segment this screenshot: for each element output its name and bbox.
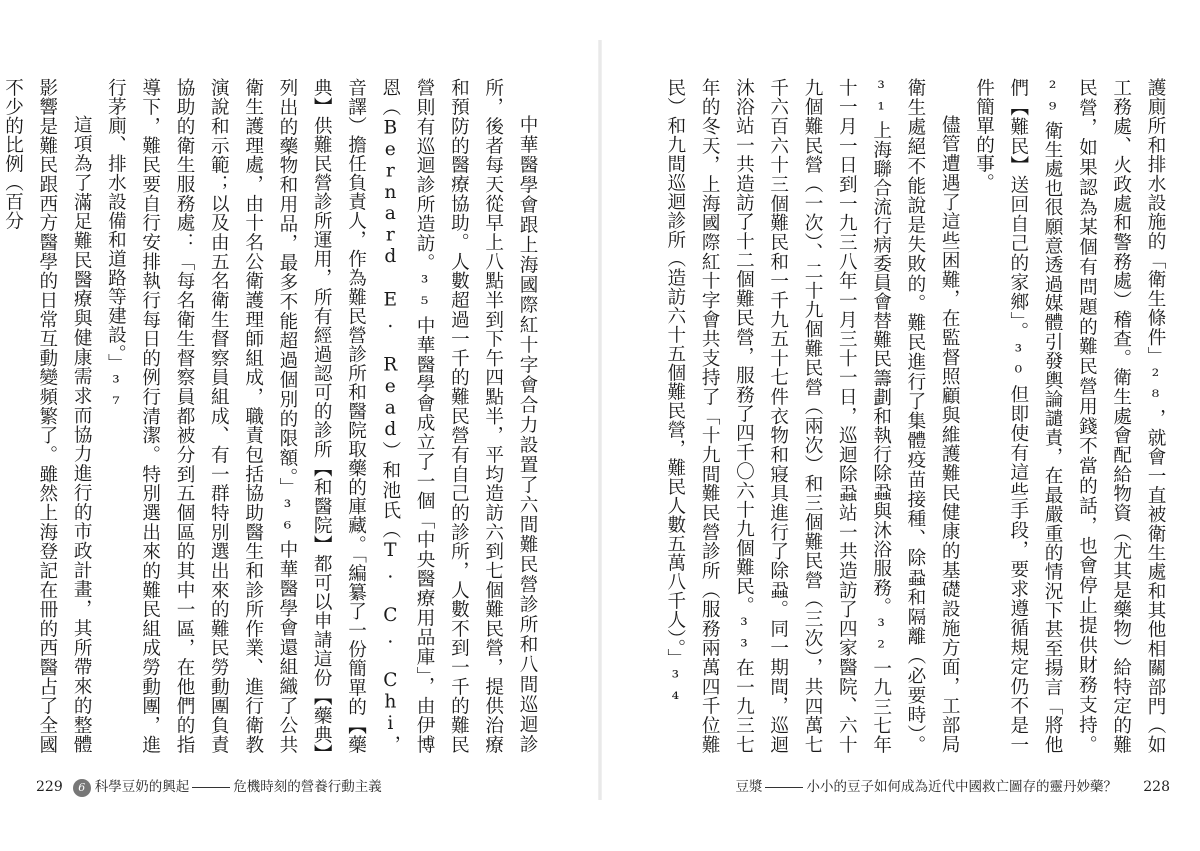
- running-title: 豆漿: [735, 779, 763, 795]
- running-title: 科學豆奶的興起: [94, 779, 190, 795]
- right-page-footer: [735, 775, 1170, 795]
- body-paragraph: 中華醫學會跟上海國際紅十字會合力設置了六間難民營診所和八間巡迴診所，後者每天從早上八點半到下午四點半，平均造訪六到七個難民營，提供治療和預防的醫療協助。人數超過一千的難民營有自己的診所，人數不到一千的難民營則有巡迴診所造訪。³⁵中華醫學會成立了一個「中央醫療用品庫」，由伊博恩（Bernard E. Read）和池氏（T. C. Chi，音譯）擔任負責人，作為難民營診所和醫院取藥的庫藏。「編纂了一份簡單的【藥典】供難民營診所運用，所有經過認可的診所【和醫院】都可以申請這份【藥典】列出的藥物和用品，最多不能超過個別的限額。」³⁶中華醫學會還組織了公共衛生護理處，由十名公衛護理師組成，職責包括協助醫生和診所作業、進行衛教演說和示範；以及由五名衛生督察員組成、有一群特別選出來的難民勞動團負責協助的衛生服務處：「每名衛生督察員都被分到五個區的其中一區，在他們的指導下，難民要自行安排執行每日的例行清潔。特別選出來的難民組成勞動團，進行茅廁、排水設備和道路等建設。」³⁷: [105, 78, 538, 754]
- chapter-number-badge: 6: [73, 779, 91, 797]
- left-page-body: [2, 78, 544, 754]
- title-separator: [765, 787, 803, 788]
- body-paragraph: 儘管遭遇了這些困難，在監督照顧與維護難民健康的基礎設施方面，工部局衛生處絕不能說是失敗的。難民進行了集體疫苗接種、除蝨和隔離（必要時）。³¹上海聯合流行病委員會替難民籌劃和執行除蝨與沐浴服務。³²一九三七年十一月一日到一九三八年一月三十一日，巡迴除蝨站一共造訪了四家醫院、六十九個難民營（一次）、二十九個難民營（兩次）和三個難民營（三次），共四萬七千六百六十三個難民和一千九五十七件衣物和寢具進行了除蝨。同一期間，巡迴沐浴站一共造訪了十二個難民營，服務了四千〇六十九個難民。³³在一九三七年的冬天，上海國際紅十字會共支持了「十九間難民營診所（服務兩萬四千位難民）和九間巡迴診所（造訪六十五個難民營，難民人數五萬八千人）。」³⁴: [664, 78, 961, 754]
- running-subtitle: 小小的豆子如何成為近代中國救亡圖存的靈丹妙藥？: [806, 779, 1117, 795]
- right-page-body: [652, 78, 1172, 754]
- running-subtitle: 危機時刻的營養行動主義: [233, 779, 382, 795]
- body-paragraph: 這項為了滿足難民醫療與健康需求而協力進行的市政計畫，其所帶來的整體影響是難民跟西方醫學的日常互動變頻繁了。雖然上海登記在冊的西醫占了全國不少的比例（百分: [2, 78, 93, 754]
- title-separator: [192, 787, 230, 788]
- right-page: [600, 0, 1200, 851]
- body-paragraph: 護廁所和排水設施的「衛生條件」²⁸，就會一直被衛生處和其他相關部門（如工務處、火政處和警務處）稽查。衛生處會配給物資（尤其是藥物）給特定的難民營，如果認為某個有問題的難民營用錢不當的話，也會停止提供財務支持。²⁹衛生處也很願意透過媒體引發輿論譴責，在最嚴重的情況下甚至揚言「將他們【難民】送回自己的家鄉」。³⁰但即使有這些手段，要求遵循規定仍不是一件簡單的事。: [973, 78, 1166, 754]
- page-number: 229: [36, 779, 63, 795]
- left-page-footer: [36, 775, 382, 797]
- page-number: 228: [1143, 779, 1170, 795]
